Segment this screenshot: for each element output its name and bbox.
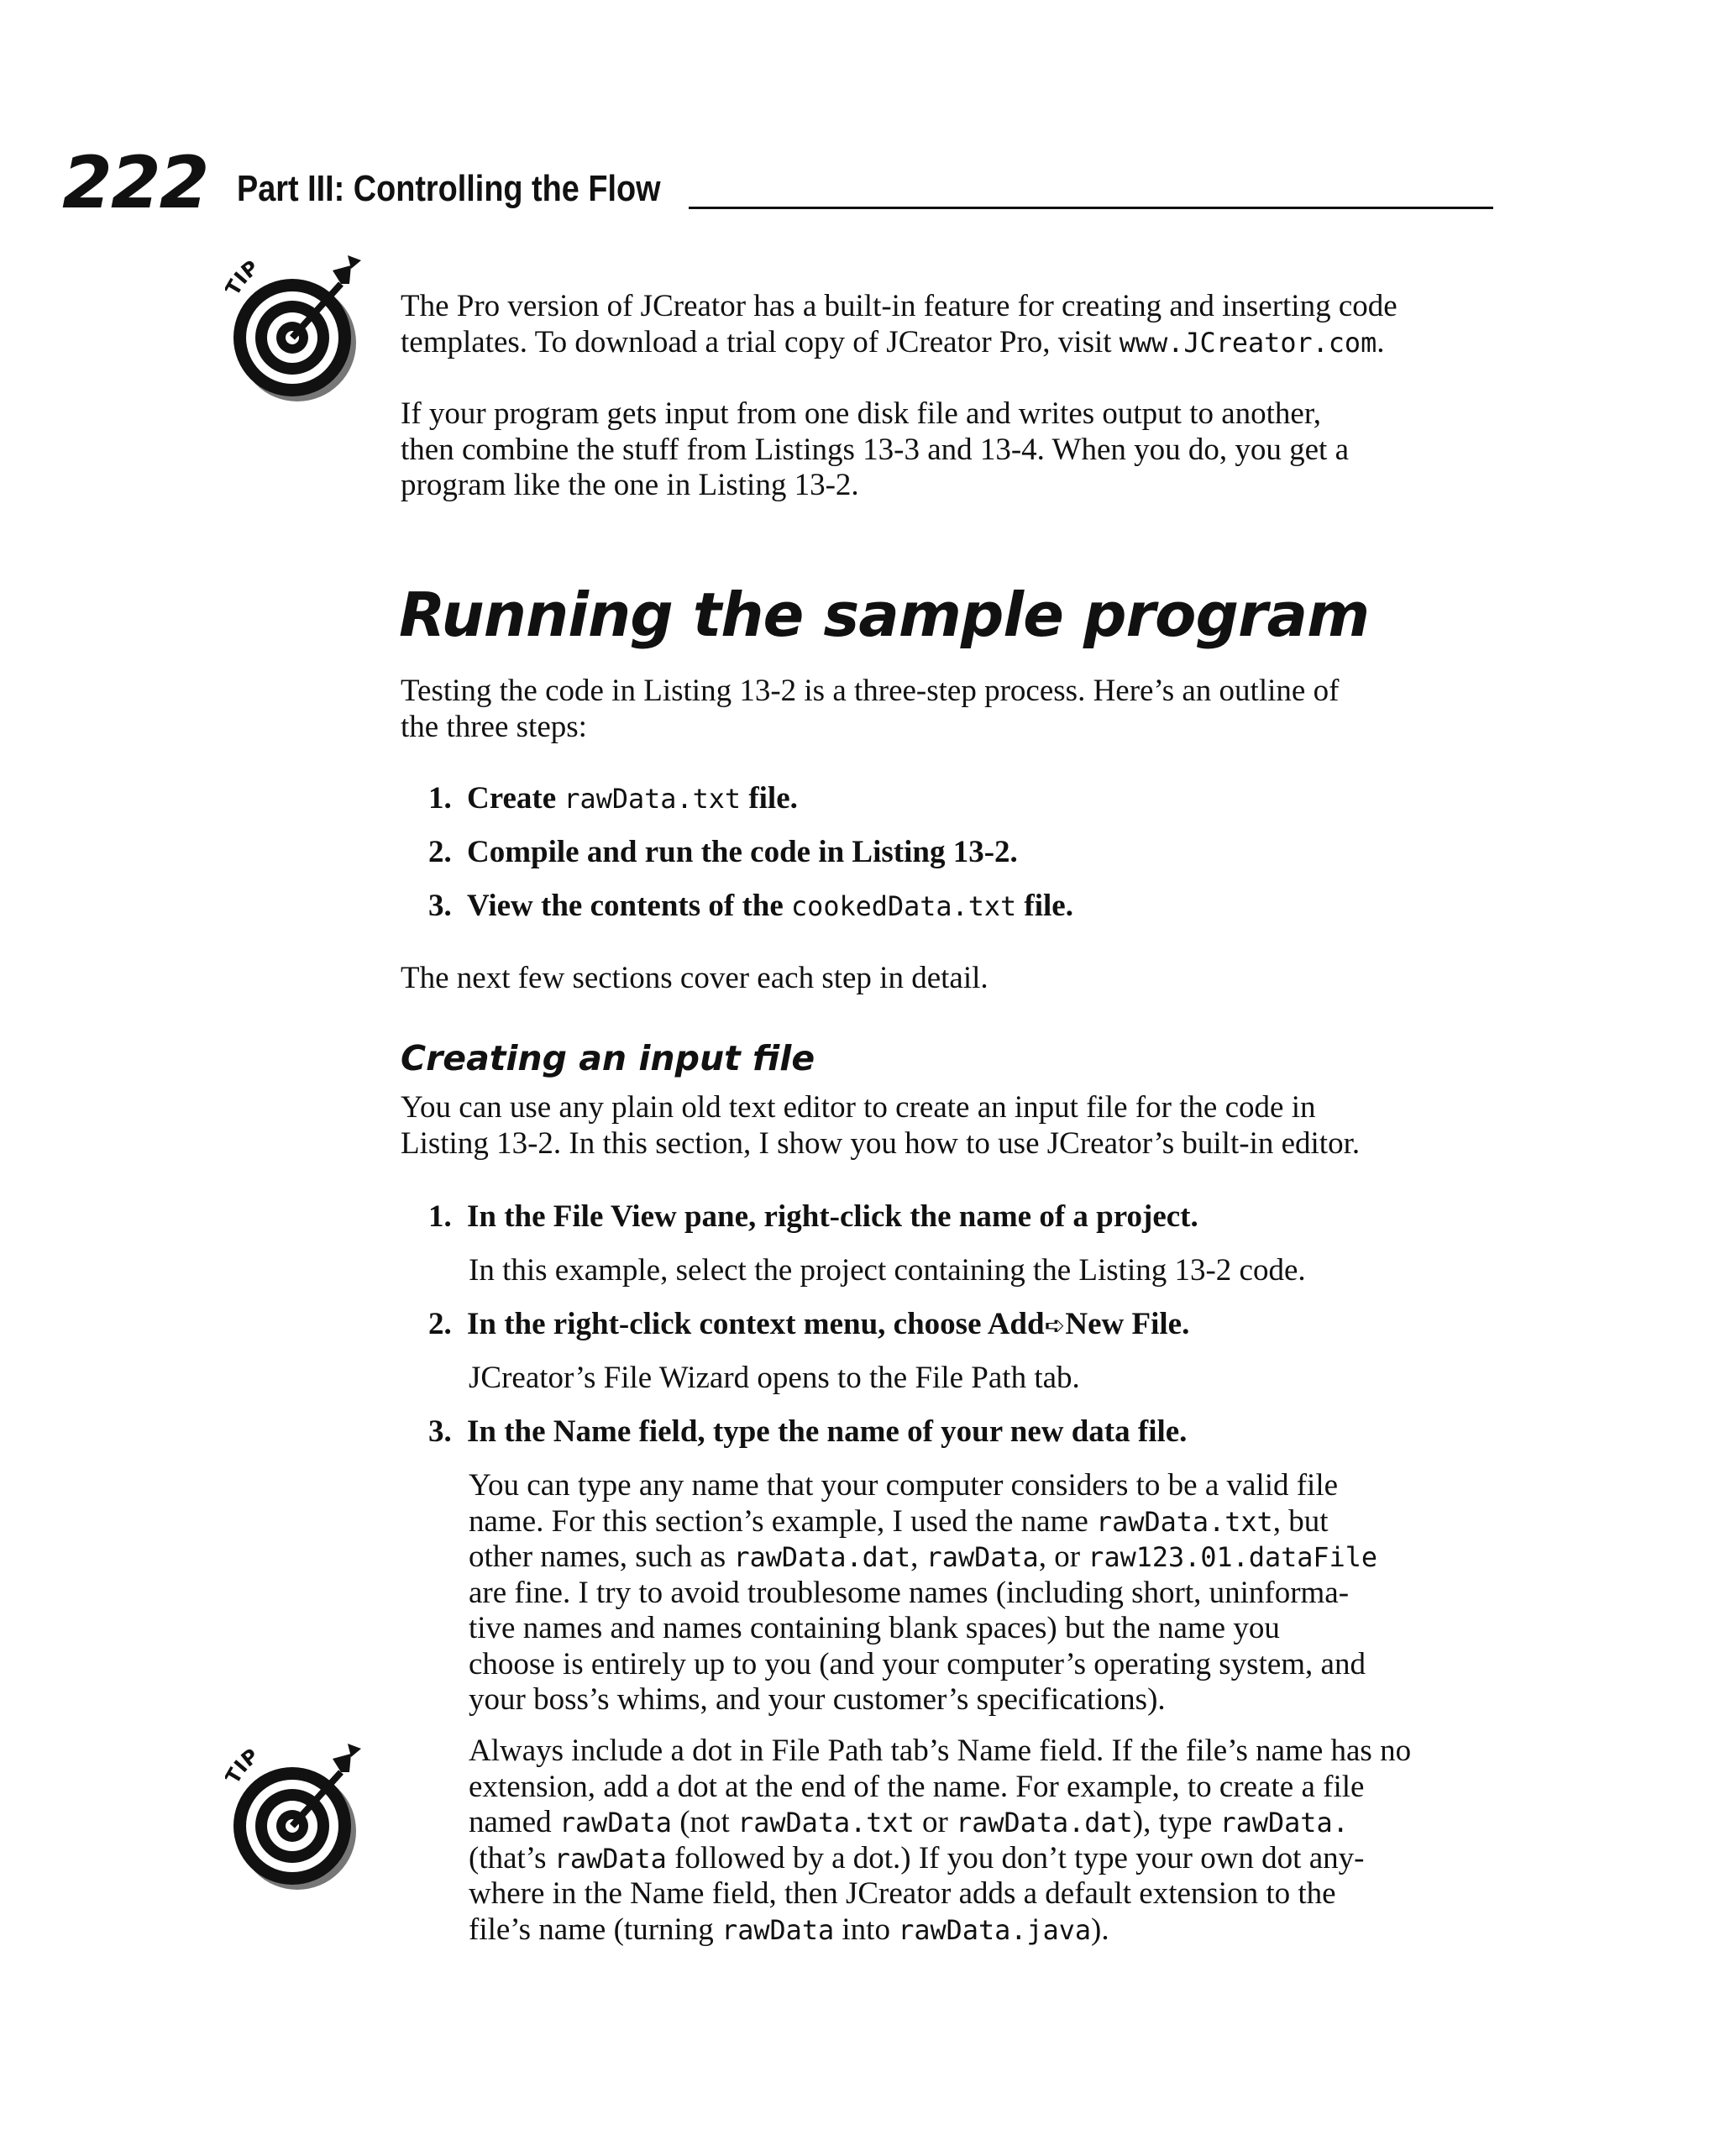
tip-icon-label: IP: [229, 1744, 264, 1777]
header-rule: [689, 207, 1493, 209]
menu-arrow-icon: ➪: [1044, 1311, 1066, 1340]
step-note: In this example, select the project containing the Listing 13-2 code.: [469, 1253, 1306, 1288]
tip-paragraph: Always include a dot in File Path tab’s Name field. If the file’s name has no extension, add a dot at the end of the name. For example, to create a file named rawData (not rawData.txt or rawData.dat), type rawData. (that’s rawData followed by a dot.) If you don’t type your own dot any- where in the Name field, then JCreator adds a default extension to the file’s name (turning rawData into rawData.java).: [469, 1734, 1412, 1947]
step-note: JCreator’s File Wizard opens to the File Path tab.: [469, 1361, 1080, 1395]
tip-target-icon: [225, 250, 368, 410]
section-heading: Running the sample program: [399, 580, 1370, 650]
tip-line: templates. To download a trial copy of JCreator Pro, visit www.JCreator.com.: [401, 324, 1385, 359]
list-item: 2. Compile and run the code in Listing 13-2.: [428, 835, 1018, 869]
subsection-heading: Creating an input file: [401, 1038, 815, 1078]
running-head: Part III: Controlling the Flow: [237, 168, 661, 209]
tip-target-icon: [225, 1739, 368, 1898]
list-item: 2. In the right-click context menu, choose Add➪New File.: [428, 1307, 1190, 1341]
page-number: 222: [62, 141, 208, 225]
subsection-intro: You can use any plain old text editor to create an input file for the code in Listing 13-2. In this section, I show you how to use JCreator’s built-in editor.: [401, 1090, 1361, 1161]
tip-line: The Pro version of JCreator has a built-in feature for creating and inserting code: [401, 289, 1398, 323]
url-link[interactable]: www.JCreator.com: [1119, 326, 1377, 359]
tip-icon-label: IP: [229, 255, 264, 289]
intro-paragraph: If your program gets input from one disk file and writes output to another, then combine the stuff from Listings 13-3 and 13-4. When you do, you get a program like the one in Listing 13-2.: [401, 396, 1349, 502]
list-item: 3. View the contents of the cookedData.txt file.: [428, 889, 1073, 923]
list-item: 1. Create rawData.txt file.: [428, 781, 798, 816]
tip-paragraph: [401, 289, 1501, 360]
list-item: 3. In the Name field, type the name of your new data file.: [428, 1414, 1188, 1449]
section-intro: Testing the code in Listing 13-2 is a three-step process. Here’s an outline of the three steps:: [401, 674, 1340, 744]
step-note: You can type any name that your computer considers to be a valid file name. For this section’s example, I used the name rawData.txt, but other names, such as rawData.dat, rawData, or raw123.01.dataFile are fine. I try to avoid troublesome names (including short, uninforma- tive names and names containing blank spaces) but the name you choose is entirely up to you (and your computer’s operating system, and your boss’s whims, and your customer’s specifications).: [469, 1468, 1378, 1717]
section-outro: The next few sections cover each step in detail.: [401, 961, 988, 995]
list-item: 1. In the File View pane, right-click the name of a project.: [428, 1199, 1198, 1234]
